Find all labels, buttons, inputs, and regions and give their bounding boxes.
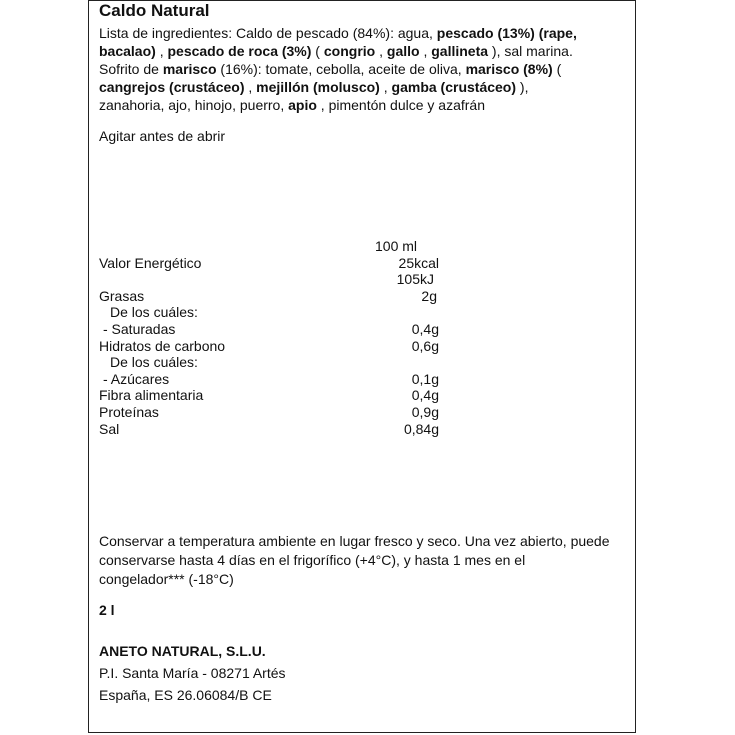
nutrient-value: 0,4g [411,387,439,404]
storage-instructions [99,532,634,589]
ingredient-text: ), sal marina. [488,43,573,59]
nutrition-row [99,288,439,305]
storage-line: congelador*** (-18°C) [99,571,234,587]
storage-line: conservarse hasta 4 días en el frigorífico (+4°C), y hasta 1 mes en el [99,552,526,568]
nutrition-header-row [99,238,439,255]
nutrient-label: Fibra alimentaria [99,387,204,404]
company-registration: España, ES 26.06084/B CE [99,687,272,703]
nutrient-label: Valor Energético [99,254,202,271]
nutrition-row [99,321,439,338]
allergen-text: congrio [323,43,376,59]
ingredient-text: Sofrito de [99,61,163,77]
nutrition-row [99,304,439,321]
allergen-text: gallineta [431,43,489,59]
nutrient-label: - Saturadas [103,320,176,337]
nutrition-row [99,387,439,404]
ingredients-line [99,42,619,60]
nutrient-label: - Azúcares [103,370,170,387]
company-info [99,640,286,706]
ingredient-text: Lista de ingredientes: Caldo de pescado (84%): agua, [99,25,437,41]
nutrition-row [99,404,439,421]
ingredient-text: , [155,43,168,59]
ingredient-text: ( [552,61,562,77]
nutrient-label: Sal [99,420,120,437]
ingredient-text: ( [311,43,324,59]
nutrient-label: Hidratos de carbono [99,337,226,354]
allergen-text: cangrejos (crustáceo) [99,79,245,95]
nutrient-value: 0,4g [411,320,439,337]
nutrition-row [99,271,439,288]
allergen-text: gamba (crustáceo) [391,79,517,95]
ingredient-text: , [375,43,387,59]
nutrient-value: 0,6g [411,337,439,354]
ingredients-list [99,24,619,114]
allergen-text: pescado (13%) (rape, [436,25,577,41]
nutrient-value: 0,84g [403,420,439,437]
allergen-text: marisco (8%) [465,61,553,77]
ingredient-text: , [379,79,392,95]
nutrient-label: Proteínas [99,403,159,420]
allergen-text: gallo [386,43,420,59]
allergen-text: pescado de roca (3%) [167,43,312,59]
nutrition-row [99,354,439,371]
allergen-text: mejillón (molusco) [256,79,380,95]
nutrition-row [99,371,439,388]
ingredients-line [99,78,619,96]
nutrition-header: 100 ml [375,238,418,254]
ingredient-text: , pimentón dulce y azafrán [316,97,486,113]
nutrition-table [99,238,439,437]
nutrient-value: 25kcal [398,254,439,271]
ingredients-line [99,24,619,42]
ingredient-text: , [419,43,432,59]
nutrient-value: 0,1g [411,370,439,387]
ingredients-line [99,96,619,114]
nutrition-row [99,255,439,272]
allergen-text: apio [288,97,317,113]
ingredient-text: , [244,79,257,95]
company-address: P.I. Santa María - 08271 Artés [99,665,286,681]
product-title: Caldo Natural [99,1,210,20]
instructions-text: Agitar antes de abrir [99,128,226,144]
net-quantity: 2 l [99,602,115,618]
nutrient-label: De los cuáles: [110,354,198,371]
nutrient-value: 0,9g [411,403,439,420]
nutrition-rows [99,255,439,438]
ingredient-text: ), [516,79,529,95]
ingredient-text: zanahoria, ajo, hinojo, puerro, [99,97,289,113]
nutrient-label: De los cuáles: [110,304,198,321]
nutrient-value: 105kJ [396,271,434,288]
ingredient-text: (16%): tomate, cebolla, aceite de oliva, [216,61,466,77]
company-name: ANETO NATURAL, S.L.U. [99,643,266,659]
nutrient-label: Grasas [99,287,145,304]
allergen-text: marisco [162,61,217,77]
nutrition-row [99,421,439,438]
storage-line: Conservar a temperatura ambiente en lugar fresco y seco. Una vez abierto, puede [99,533,610,549]
nutrient-value: 2g [421,287,437,304]
ingredients-line [99,60,619,78]
nutrition-row [99,338,439,355]
allergen-text: bacalao) [99,43,156,59]
